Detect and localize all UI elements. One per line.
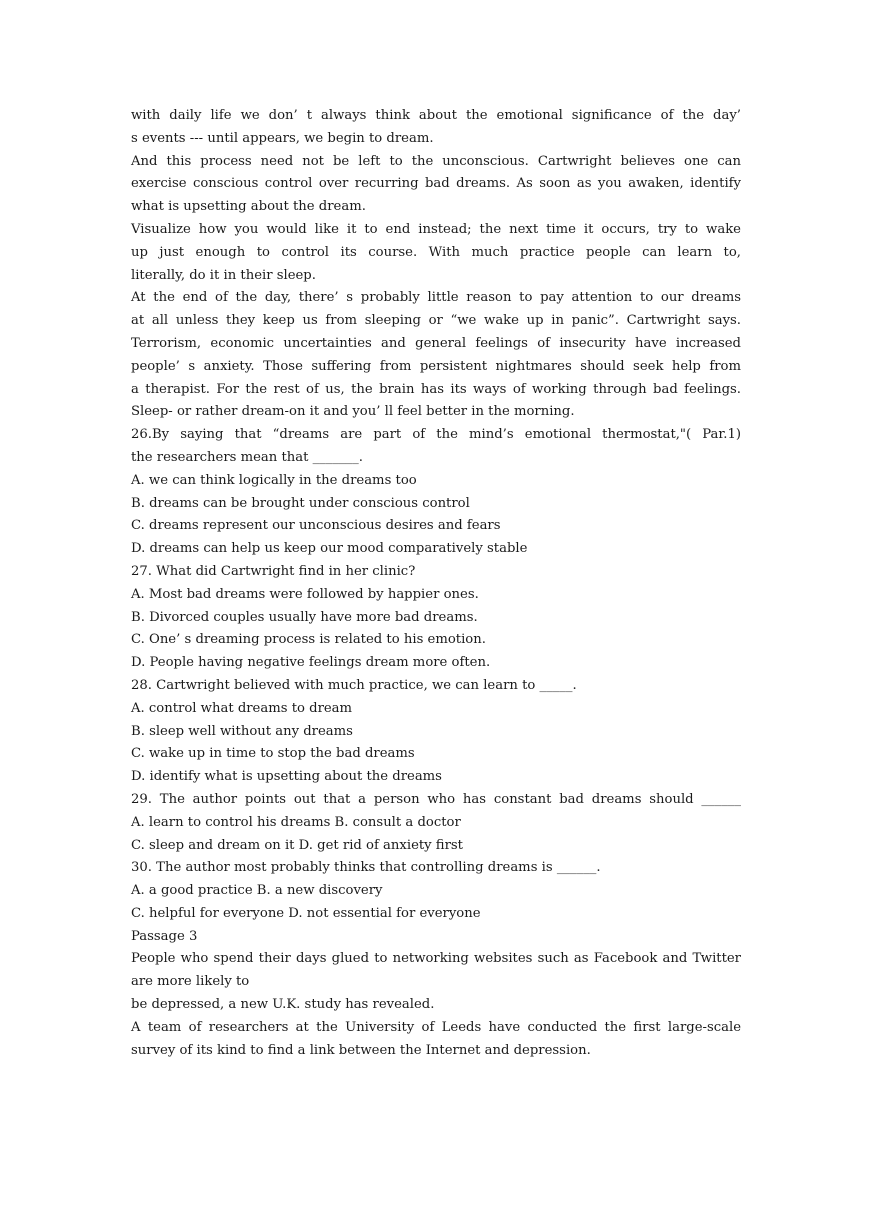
text-line: C. dreams represent our unconscious desires and fears: [131, 518, 501, 534]
text-line: 26.By saying that “dreams are part of the mind’s emotional thermostat,"( Par.1): [131, 427, 741, 443]
document-page: [131, 105, 741, 1062]
text-line: 29. The author points out that a person who has constant bad dreams should ______: [131, 791, 741, 807]
text-line: Visualize how you would like it to end instead; the next time it occurs, try to wake: [131, 221, 741, 237]
text-line: exercise conscious control over recurring bad dreams. As soon as you awaken, identify: [131, 176, 741, 192]
text-line: are more likely to: [131, 974, 250, 990]
text-line: Terrorism, economic uncertainties and general feelings of insecurity have increased: [131, 335, 741, 351]
text-line: A. Most bad dreams were followed by happier ones.: [131, 586, 479, 602]
text-line: with daily life we don’ t always think about the emotional significance of the day’: [131, 108, 741, 123]
text-line: 28. Cartwright believed with much practice, we can learn to _____.: [131, 677, 577, 693]
text-line: And this process need not be left to the unconscious. Cartwright believes one can: [131, 153, 741, 169]
text-line: a therapist. For the rest of us, the brain has its ways of working through bad feelings.: [131, 381, 741, 397]
text-line: A team of researchers at the University of Leeds have conducted the first large-scale: [131, 1019, 741, 1035]
text-line: A. we can think logically in the dreams too: [131, 472, 417, 488]
text-line: A. a good practice B. a new discovery: [131, 883, 383, 899]
text-line: Sleep- or rather dream-on it and you’ ll feel better in the morning.: [131, 404, 575, 420]
text-line: up just enough to control its course. With much practice people can learn to,: [131, 244, 741, 260]
text-line: the researchers mean that _______.: [131, 449, 363, 465]
text-line: C. sleep and dream on it D. get rid of anxiety first: [131, 837, 463, 853]
text-line: People who spend their days glued to networking websites such as Facebook and Twitter: [131, 951, 741, 967]
text-line: B. dreams can be brought under conscious control: [131, 495, 470, 511]
text-line: A. learn to control his dreams B. consult a doctor: [131, 814, 461, 830]
text-line: Passage 3: [131, 928, 198, 944]
text-line: At the end of the day, there’ s probably little reason to pay attention to our dreams: [131, 290, 741, 306]
text-line: A. control what dreams to dream: [131, 700, 353, 716]
text-line: C. wake up in time to stop the bad dreams: [131, 746, 415, 762]
text-line: C. One’ s dreaming process is related to his emotion.: [131, 632, 486, 648]
text-line: survey of its kind to find a link between the Internet and depression.: [131, 1042, 591, 1058]
text-line: C. helpful for everyone D. not essential for everyone: [131, 905, 481, 921]
text-line: 27. What did Cartwright find in her clinic?: [131, 563, 416, 579]
text-line: be depressed, a new U.K. study has revealed.: [131, 997, 435, 1013]
text-line: literally, do it in their sleep.: [131, 267, 316, 283]
text-line: what is upsetting about the dream.: [131, 199, 366, 215]
text-line: D. dreams can help us keep our mood comparatively stable: [131, 541, 528, 557]
text-line: at all unless they keep us from sleeping or “we wake up in panic”. Cartwright says.: [131, 313, 741, 329]
text-line: B. sleep well without any dreams: [131, 723, 353, 739]
text-line: B. Divorced couples usually have more bad dreams.: [131, 609, 478, 625]
text-line: s events --- until appears, we begin to dream.: [131, 130, 434, 146]
text-line: D. People having negative feelings dream more often.: [131, 655, 491, 671]
text-line: D. identify what is upsetting about the dreams: [131, 769, 442, 785]
text-line: people’ s anxiety. Those suffering from persistent nightmares should seek help from: [131, 358, 741, 374]
text-line: 30. The author most probably thinks that controlling dreams is ______.: [131, 860, 601, 876]
